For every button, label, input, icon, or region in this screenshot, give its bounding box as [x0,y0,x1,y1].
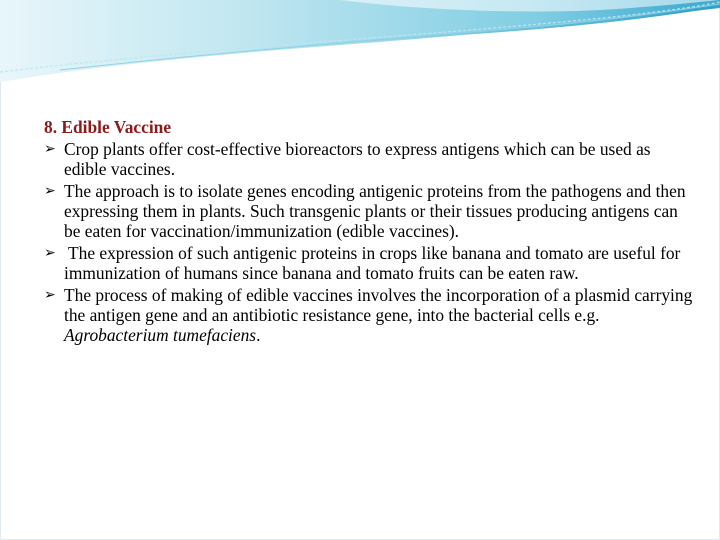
arrow-bullet-icon: ➢ [44,141,56,157]
bullet-text: The approach is to isolate genes encoding antigenic proteins from the pathogens and then expressing them in plants. Such transgenic plants or their tissues producing antigens can be eaten for vaccination/immunization (edible vaccines). [64,181,686,241]
slide-content [44,117,694,347]
arrow-bullet-icon: ➢ [44,287,56,303]
bullet-item [44,285,694,345]
species-name: Agrobacterium tumefaciens [64,325,257,345]
bullet-text: The expression of such antigenic proteins in crops like banana and tomato are useful for immunization of humans since banana and tomato fruits can be eaten raw. [64,243,681,283]
bullet-text [64,285,694,345]
slide-title: 8. Edible Vaccine [44,117,172,137]
arrow-bullet-icon: ➢ [44,183,56,199]
bullet-text: Crop plants offer cost-effective bioreactors to express antigens which can be used as edible vaccines. [64,139,651,179]
bullet-text-end: . [256,325,261,345]
bullet-text-main: The process of making of edible vaccines involves the incorporation of a plasmid carrying the antigen gene and an antibiotic resistance gene, into the bacterial cells e.g. [64,285,693,325]
bullet-item [44,181,694,241]
arrow-bullet-icon: ➢ [44,245,56,261]
header-wave-decoration [0,0,720,110]
bullet-item [44,139,694,179]
bullet-item [44,243,694,283]
